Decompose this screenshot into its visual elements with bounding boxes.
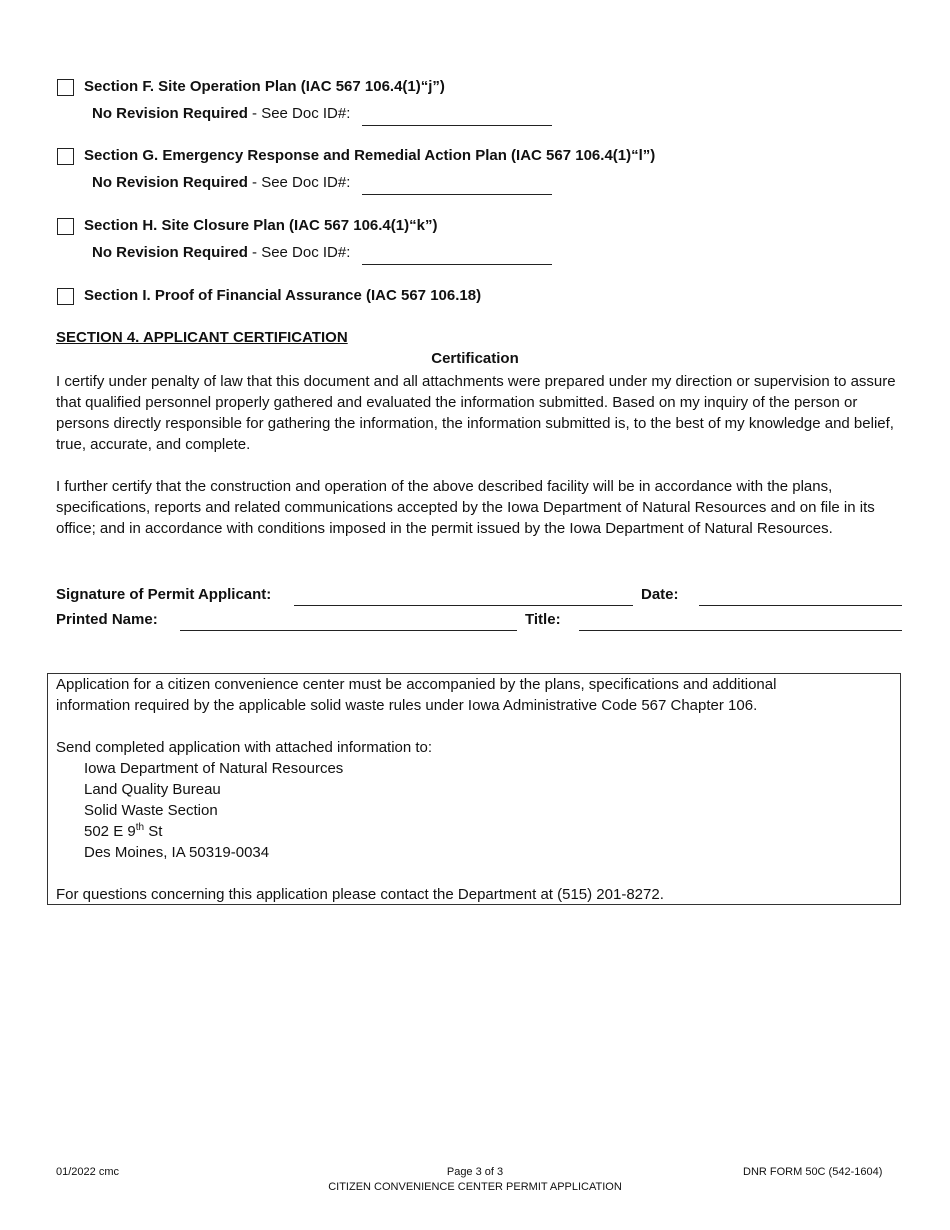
footer-page-number: Page 3 of 3 bbox=[446, 1166, 504, 1178]
title-label: Title: bbox=[525, 611, 561, 628]
footer-form-name: CITIZEN CONVENIENCE CENTER PERMIT APPLICATION bbox=[328, 1181, 622, 1193]
section-4-heading: SECTION 4. APPLICANT CERTIFICATION bbox=[56, 329, 348, 346]
send-to-line: Send completed application with attached information to: bbox=[56, 739, 433, 756]
street-number: 502 E 9 bbox=[84, 823, 136, 840]
doc-id-label: - See Doc ID#: bbox=[247, 244, 351, 261]
signature-field[interactable] bbox=[294, 605, 633, 606]
section-h-no-revision bbox=[92, 244, 350, 261]
doc-id-label: - See Doc ID#: bbox=[247, 174, 351, 191]
section-i-checkbox[interactable] bbox=[57, 288, 74, 305]
certification-subheading: Certification bbox=[431, 350, 519, 367]
section-g-title: Section G. Emergency Response and Remedial Action Plan (IAC 567 106.4(1)“l”) bbox=[84, 147, 656, 164]
section-f-doc-id-field[interactable] bbox=[362, 125, 552, 126]
title-field[interactable] bbox=[579, 630, 902, 631]
date-label: Date: bbox=[641, 586, 679, 603]
footer-form-number: DNR FORM 50C (542-1604) bbox=[743, 1166, 883, 1178]
footer-revision-date: 01/2022 cmc bbox=[56, 1166, 119, 1178]
street-ordinal: th bbox=[135, 822, 145, 833]
street-suffix: St bbox=[144, 823, 163, 840]
section-h-doc-id-field[interactable] bbox=[362, 264, 552, 265]
address-line-1: Iowa Department of Natural Resources bbox=[84, 760, 344, 777]
section-g-checkbox[interactable] bbox=[57, 148, 74, 165]
address-line-2: Land Quality Bureau bbox=[84, 781, 221, 798]
signature-label: Signature of Permit Applicant: bbox=[56, 586, 272, 603]
printed-name-field[interactable] bbox=[180, 630, 517, 631]
info-line-1: Application for a citizen convenience center must be accompanied by the plans, specifications and additional bbox=[56, 676, 777, 693]
address-line-3: Solid Waste Section bbox=[84, 802, 218, 819]
no-revision-label: No Revision Required bbox=[92, 244, 248, 261]
contact-line: For questions concerning this application please contact the Department at (515) 201-8272. bbox=[56, 886, 664, 903]
section-i-title: Section I. Proof of Financial Assurance (IAC 567 106.18) bbox=[84, 287, 482, 304]
info-line-2: information required by the applicable solid waste rules under Iowa Administrative Code 567 Chapter 106. bbox=[56, 697, 758, 714]
certification-paragraph-1: I certify under penalty of law that this document and all attachments were prepared under my direction or supervision to assure that qualified personnel properly gathered and evaluated the information submitted. Based on my inquiry of the person or persons directly responsible for gathering the information, the information submitted is, to the best of my knowledge and belief, true, accurate, and complete. bbox=[56, 373, 896, 453]
section-f-title: Section F. Site Operation Plan (IAC 567 106.4(1)“j”) bbox=[84, 78, 445, 95]
doc-id-label: - See Doc ID#: bbox=[247, 105, 351, 122]
date-field[interactable] bbox=[699, 605, 902, 606]
address-line-4 bbox=[84, 823, 162, 840]
section-g-no-revision bbox=[92, 174, 350, 191]
address-line-5: Des Moines, IA 50319-0034 bbox=[84, 844, 270, 861]
submission-info-box bbox=[47, 673, 901, 905]
certification-paragraph-2: I further certify that the construction and operation of the above described facility will be in accordance with the plans, specifications, reports and related communications accepted by the Iowa Department of Natural Resources and on file in its office; and in accordance with conditions imposed in the permit issued by the Iowa Department of Natural Resources. bbox=[56, 478, 875, 537]
no-revision-label: No Revision Required bbox=[92, 105, 248, 122]
section-g-doc-id-field[interactable] bbox=[362, 194, 552, 195]
section-f-no-revision bbox=[92, 105, 350, 122]
printed-name-label: Printed Name: bbox=[56, 611, 158, 628]
section-f-checkbox[interactable] bbox=[57, 79, 74, 96]
no-revision-label: No Revision Required bbox=[92, 174, 248, 191]
section-h-title: Section H. Site Closure Plan (IAC 567 106.4(1)“k”) bbox=[84, 217, 438, 234]
section-h-checkbox[interactable] bbox=[57, 218, 74, 235]
